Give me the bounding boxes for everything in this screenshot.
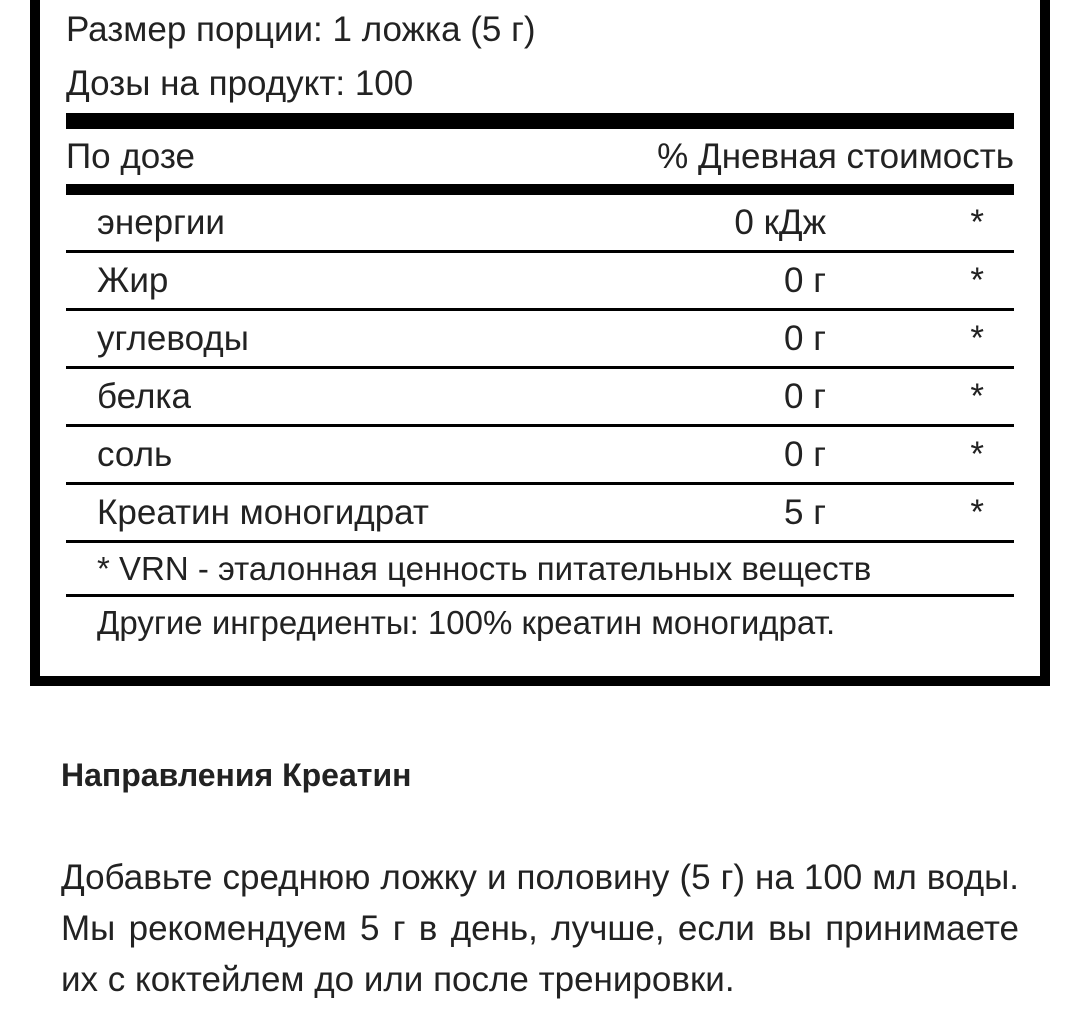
nutrient-row [66,485,1014,540]
row-divider [66,540,1014,543]
nutrient-amount: 0 г [784,435,826,474]
nutrient-daily-value: * [970,203,984,242]
nutrient-name: соль [97,435,173,474]
directions-text: Добавьте среднюю ложку и половину (5 г) на 100 мл воды. Мы рекомендуем 5 г в день, лучше, если вы принимаете их с коктейлем до или после тренировки. [61,858,1019,999]
nutrient-daily-value: * [970,377,984,416]
thick-divider-top [66,113,1014,129]
nutrient-row [66,253,1014,308]
thick-divider-header [66,184,1014,195]
nutrient-daily-value: * [970,493,984,532]
nutrient-daily-value: * [970,435,984,474]
nutrient-row [66,427,1014,482]
serving-size: Размер порции: 1 ложка (5 г) [66,10,536,49]
nutrient-amount: 0 г [784,377,826,416]
directions-title: Направления Креатин [61,757,412,793]
nutrient-name: Жир [97,261,169,300]
nutrient-name: Креатин моногидрат [97,493,429,532]
nutrition-header-row [66,136,1014,178]
nutrient-daily-value: * [970,319,984,358]
nutrient-daily-value: * [970,261,984,300]
nutrient-amount: 5 г [784,493,826,532]
nutrient-amount: 0 кДж [734,203,826,242]
nutrient-name: энергии [97,203,225,242]
row-divider [66,594,1014,597]
daily-value-heading: % Дневная стоимость [657,137,1014,176]
nutrient-amount: 0 г [784,261,826,300]
nutrient-name: углеводы [97,319,249,358]
nutrient-row [66,195,1014,250]
nutrient-row [66,311,1014,366]
nutrient-row [66,369,1014,424]
nutrient-name: белка [97,377,191,416]
other-ingredients: Другие ингредиенты: 100% креатин моногидрат. [97,604,836,641]
per-serving-heading: По дозе [66,137,195,176]
vrn-footnote: * VRN - эталонная ценность питательных веществ [97,550,872,587]
servings-per-product: Дозы на продукт: 100 [66,64,414,103]
nutrient-amount: 0 г [784,319,826,358]
